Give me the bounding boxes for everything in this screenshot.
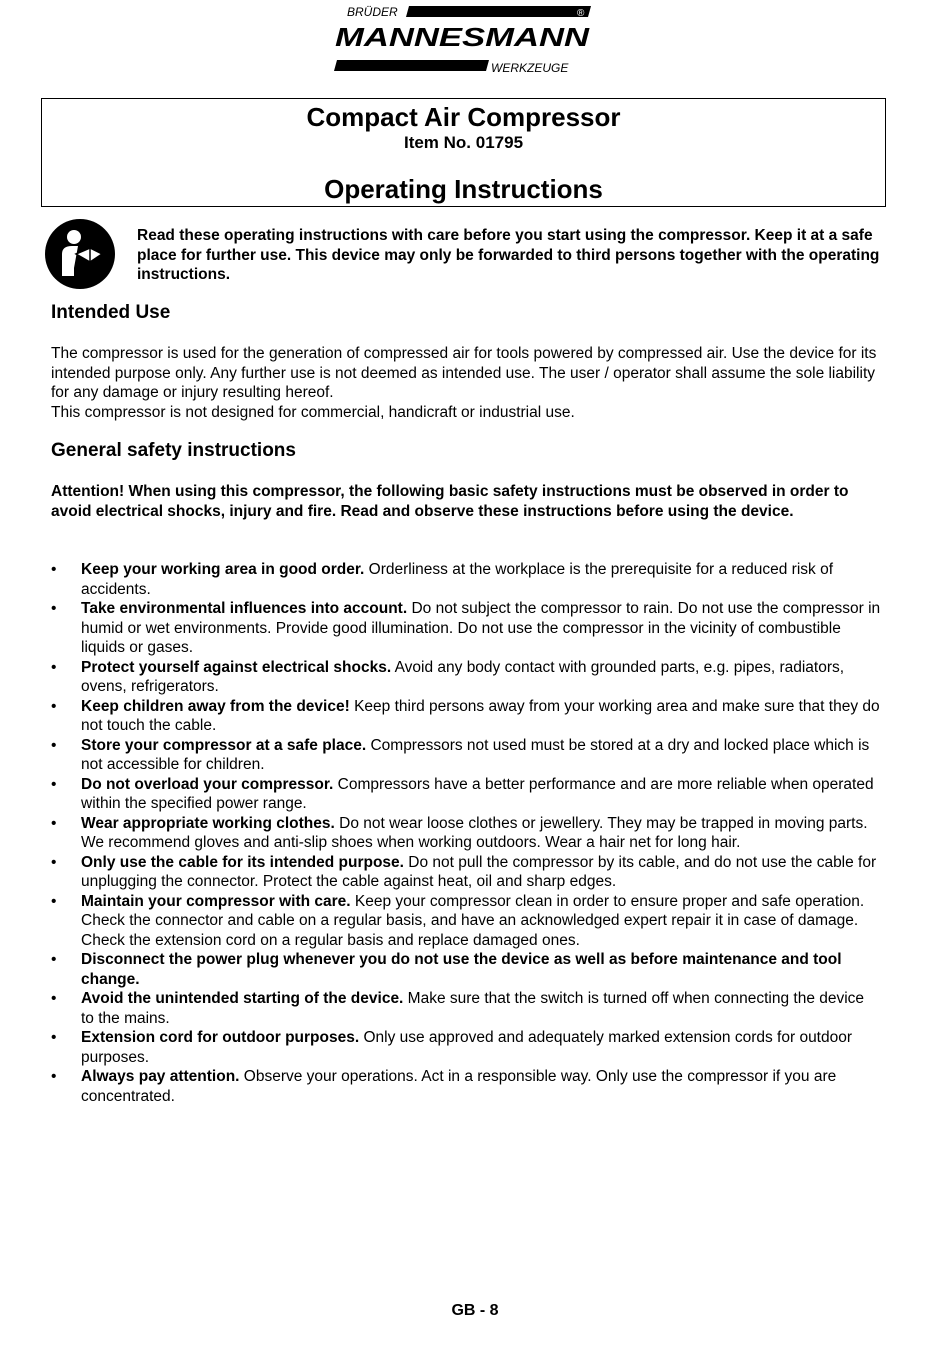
- safety-instruction-item: [51, 1067, 881, 1106]
- instruction-title: Take environmental influences into account.: [81, 600, 408, 617]
- instruction-text: Do not subject the compressor to rain. Do not use the compressor in humid or wet environments. Provide good illumination. Do not use the compressor in the vicinity of combustible liquids or gases.: [81, 600, 881, 656]
- title-box: [41, 98, 886, 207]
- instruction-title: Avoid the unintended starting of the device.: [81, 990, 404, 1007]
- instruction-title: Wear appropriate working clothes.: [81, 814, 335, 832]
- instruction-title: Extension cord for outdoor purposes.: [81, 1029, 360, 1046]
- instruction-text: Compressors not used must be stored at a dry and locked place which is not accessible for children.: [81, 736, 870, 773]
- bullet-icon: •: [51, 853, 57, 871]
- paragraph: The compressor is used for the generation of compressed air for tools powered by compressed air. Use the device for its intended purpose only. Any further use is not deemed as intended use. The user / operator shall assume the sole liability for any damage or injury resulting hereof.: [51, 345, 877, 401]
- document-title: Compact Air Compressor: [306, 102, 621, 132]
- instruction-text: Observe your operations. Act in a responsible way. Only use the compressor if you are concentrated.: [81, 1068, 837, 1105]
- bullet-icon: •: [51, 600, 57, 617]
- registered-mark: ®: [577, 8, 585, 19]
- instruction-title: Store your compressor at a safe place.: [81, 736, 367, 754]
- bullet-icon: •: [51, 736, 57, 754]
- safety-instruction-item: [51, 775, 881, 814]
- safety-instruction-item: [51, 736, 881, 775]
- instruction-text: Compressors have a better performance and are more reliable when operated within the specified power range.: [81, 775, 874, 812]
- safety-instruction-item: [51, 599, 881, 658]
- paragraph: This compressor is not designed for commercial, handicraft or industrial use.: [51, 403, 575, 421]
- instruction-text: Keep third persons away from your working area and make sure that they do not touch the cable.: [81, 697, 880, 734]
- bullet-icon: •: [51, 814, 57, 832]
- general-safety-heading: General safety instructions: [51, 440, 296, 461]
- item-number: Item No. 01795: [403, 133, 524, 152]
- instruction-text: Make sure that the switch is turned off when connecting the device to the mains.: [81, 990, 865, 1027]
- brand-logo: [333, 4, 595, 76]
- instruction-text: Orderliness at the workplace is the prerequisite for a reduced risk of accidents.: [81, 561, 834, 598]
- read-manual-icon: [44, 218, 116, 290]
- instruction-title: Keep your working area in good order.: [81, 561, 365, 578]
- safety-instruction-item: [51, 989, 881, 1028]
- intended-use-text: [51, 344, 881, 422]
- instruction-title: Keep children away from the device!: [81, 697, 350, 715]
- bullet-icon: •: [51, 951, 57, 968]
- bullet-icon: •: [51, 990, 57, 1007]
- instruction-text: Do not wear loose clothes or jewellery. They may be trapped in moving parts. We recommend gloves and anti-slip shoes when working outdoors. Wear a hair net for long hair.: [81, 814, 868, 851]
- instruction-title: Always pay attention.: [81, 1068, 240, 1085]
- safety-instruction-item: [51, 658, 881, 697]
- intro-notice: Read these operating instructions with care before you start using the compressor. Keep it at a safe place for further use. This device may only be forwarded to third persons together with the operating instructions.: [137, 227, 880, 283]
- instruction-text: Avoid any body contact with grounded parts, e.g. pipes, radiators, ovens, refrigerators.: [81, 658, 845, 695]
- safety-instructions-list: [51, 560, 881, 1106]
- intended-use-heading: Intended Use: [51, 302, 171, 323]
- logo-main-text: MANNESMANN: [335, 22, 591, 52]
- safety-instruction-item: [51, 1028, 881, 1067]
- bullet-icon: •: [51, 561, 57, 578]
- safety-instruction-item: [51, 697, 881, 736]
- instruction-text: Keep your compressor clean in order to ensure proper and safe operation. Check the connector and cable on a regular basis, and have an acknowledged expert repair it in case of damage. Check the extension cord on a regular basis and replace damaged ones.: [81, 892, 865, 949]
- page-number: GB - 8: [451, 1302, 499, 1319]
- bullet-icon: •: [51, 892, 57, 910]
- instruction-title: Do not overload your compressor.: [81, 775, 334, 793]
- instruction-title: Maintain your compressor with care.: [81, 892, 351, 910]
- bullet-icon: •: [51, 775, 57, 793]
- safety-instruction-item: [51, 950, 881, 989]
- safety-instruction-item: [51, 814, 881, 853]
- safety-instruction-item: [51, 853, 881, 892]
- bullet-icon: •: [51, 658, 57, 676]
- instruction-title: Only use the cable for its intended purpose.: [81, 853, 404, 871]
- logo-bottom-text: WERKZEUGE: [491, 61, 569, 75]
- bullet-icon: •: [51, 1068, 57, 1085]
- document-subtitle: Operating Instructions: [324, 174, 603, 204]
- attention-notice: Attention! When using this compressor, the following basic safety instructions must be observed in order to avoid electrical shocks, injury and fire. Read and observe these instructions before using the device.: [51, 483, 849, 520]
- bullet-icon: •: [51, 697, 57, 715]
- logo-top-text: BRÜDER: [347, 5, 398, 19]
- instruction-title: Protect yourself against electrical shocks.: [81, 658, 392, 676]
- instruction-text: Do not pull the compressor by its cable, and do not use the cable for unplugging the connector. Protect the cable against heat, oil and sharp edges.: [81, 853, 877, 890]
- safety-instruction-item: [51, 892, 881, 951]
- bullet-icon: •: [51, 1029, 57, 1046]
- safety-instruction-item: [51, 560, 881, 599]
- instruction-title: Disconnect the power plug whenever you do not use the device as well as before maintenance and tool change.: [81, 951, 842, 988]
- instruction-text: Only use approved and adequately marked extension cords for outdoor purposes.: [81, 1029, 853, 1066]
